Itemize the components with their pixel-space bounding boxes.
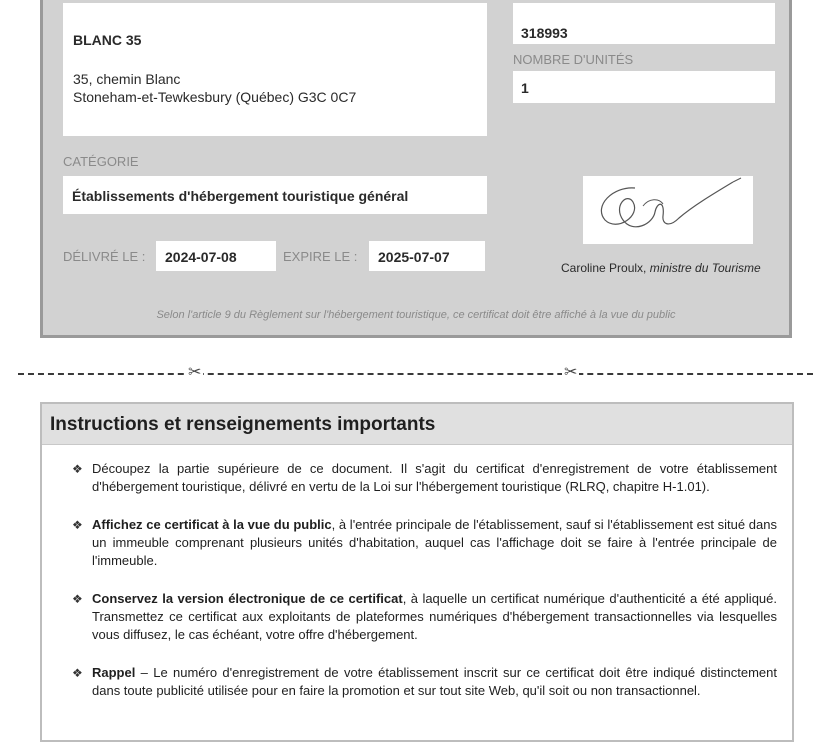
instruction-emphasis: Affichez ce certificat à la vue du public: [92, 517, 332, 532]
instruction-item: [72, 664, 777, 700]
expires-date: 2025-07-07: [378, 249, 450, 265]
address-line-1: 35, chemin Blanc: [73, 71, 181, 87]
certificate-footnote: Selon l'article 9 du Règlement sur l'hébergement touristique, ce certificat doit être affiché à la vue du public: [156, 309, 676, 321]
signer: [561, 261, 761, 275]
bullet-icon: ❖: [72, 666, 83, 680]
category-value: Établissements d'hébergement touristique général: [72, 188, 409, 204]
instructions-panel: [40, 402, 794, 742]
address-line-2: Stoneham-et-Tewkesbury (Québec) G3C 0C7: [73, 89, 357, 105]
instructions-header: [42, 404, 792, 445]
signature-image: [583, 176, 753, 244]
instruction-emphasis: Rappel: [92, 665, 136, 680]
expires-box: [369, 241, 485, 271]
units-value: 1: [521, 80, 529, 96]
bullet-icon: ❖: [72, 518, 83, 532]
issued-label: DÉLIVRÉ LE :: [63, 249, 146, 264]
scissors-icon: ✂: [188, 364, 202, 381]
registration-number: 318993: [521, 25, 568, 41]
issued-box: [156, 241, 276, 271]
certificate: [40, 0, 792, 338]
address-box: [63, 3, 487, 136]
expires-label: EXPIRE LE :: [283, 249, 358, 264]
instruction-item: [72, 516, 777, 570]
bullet-icon: ❖: [72, 462, 83, 476]
units-label: NOMBRE D'UNITÉS: [513, 52, 634, 67]
units-box: [513, 71, 775, 103]
instruction-item: [72, 590, 777, 644]
instruction-text: , à laquelle un certificat numérique d'authenticité a été appliqué. Transmettez ce certificat aux exploitants de plateformes numériques d'hébergement transactionnelles via lesquelles vous diffusez, le cas échéant, votre offre d'hébergement.: [92, 591, 777, 642]
category-label: CATÉGORIE: [63, 154, 139, 169]
registration-box: [513, 3, 775, 44]
instructions-title: Instructions et renseignements importants: [50, 414, 436, 435]
instruction-item: [72, 460, 777, 496]
cut-line: [18, 373, 813, 375]
issued-date: 2024-07-08: [165, 249, 237, 265]
category-box: [63, 176, 487, 214]
signer-title: ministre du Tourisme: [649, 261, 761, 275]
establishment-name: BLANC 35: [73, 32, 142, 48]
instruction-emphasis: Conservez la version électronique de ce certificat: [92, 591, 403, 606]
bullet-icon: ❖: [72, 592, 83, 606]
instruction-text: Découpez la partie supérieure de ce document. Il s'agit du certificat d'enregistrement de votre établissement d'hébergement touristique, délivré en vertu de la Loi sur l'hébergement touristique (RLRQ, chapitre H-1.01).: [92, 461, 777, 494]
instruction-text: , à l'entrée principale de l'établissement, sauf si l'établissement est situé dans un immeuble comprenant plusieurs unités d'habitation, auquel cas l'affichage doit se faire à l'entrée principale de l'immeuble.: [92, 517, 777, 568]
signer-name: Caroline Proulx,: [561, 261, 647, 275]
scissors-icon: ✂: [564, 364, 578, 381]
signature-box: [583, 176, 753, 244]
instruction-text: – Le numéro d'enregistrement de votre établissement inscrit sur ce certificat doit être indiqué distinctement dans toute publicité utilisée pour en faire la promotion et sur tout site Web, qu'il soit ou non transactionnel.: [92, 665, 777, 698]
